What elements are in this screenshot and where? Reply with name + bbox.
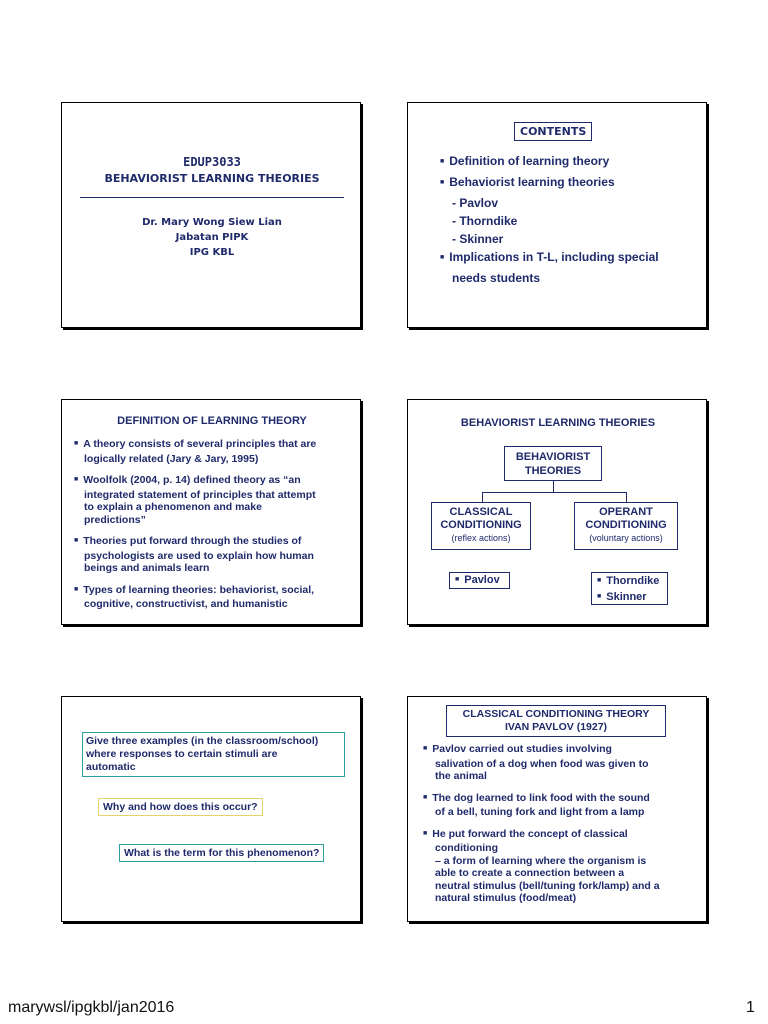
bullet-icon: ■	[597, 577, 602, 584]
department: Jabatan PIPK	[175, 232, 249, 243]
definition-list	[74, 438, 358, 611]
classical-bullet: ■ Pavlov carried out studies involving salivation of a dog when food was given to the animal	[423, 743, 649, 782]
question-term-box: What is the term for this phenomenon?	[119, 844, 324, 862]
title-divider	[80, 197, 344, 198]
bullet-icon: ■	[440, 254, 445, 261]
course-code: EDUP3033	[183, 155, 241, 169]
definition-bullet: ■ Theories put forward through the studies of psychologists are used to explain how human beings and animals learn	[74, 535, 314, 574]
contents-heading: CONTENTS	[514, 122, 592, 141]
definition-bullet: ■ A theory consists of several principles that are logically related (Jary & Jary, 1995)	[74, 438, 317, 465]
question-examples-box: Give three examples (in the classroom/school) where responses to certain stimuli are automatic	[82, 732, 345, 777]
slide-6	[407, 696, 707, 922]
bullet-icon: ■	[74, 537, 79, 544]
contents-subitem: - Thorndike	[452, 214, 518, 228]
contents-item: ■ Implications in T-L, including special	[440, 250, 659, 264]
slide-5	[61, 696, 361, 922]
pavlov-node: ■ Pavlov	[449, 572, 510, 589]
bullet-icon: ■	[74, 476, 79, 483]
footer-credit: marywsl/ipgkbl/jan2016	[8, 999, 175, 1016]
slide-1	[61, 102, 361, 328]
bullet-icon: ■	[597, 593, 602, 600]
thorndike-skinner-node: ■ Thorndike ■ Skinner	[591, 572, 668, 605]
author-name: Dr. Mary Wong Siew Lian	[142, 217, 282, 228]
bullet-icon: ■	[74, 585, 79, 593]
definition-bullet: ■ Types of learning theories: behaviorist, social, cognitive, constructivist, and humanistic	[74, 583, 315, 610]
slide-title: BEHAVIORIST LEARNING THEORIES	[104, 172, 320, 185]
classical-title-box: CLASSICAL CONDITIONING THEORY IVAN PAVLOV (1927)	[446, 705, 666, 737]
institution: IPG KBL	[189, 247, 235, 258]
connector-line	[553, 481, 554, 492]
bullet-icon: ■	[440, 158, 445, 165]
definition-heading: DEFINITION OF LEARNING THEORY	[117, 415, 307, 427]
bullet-icon: ■	[440, 179, 445, 186]
slide-4	[407, 399, 707, 625]
contents-item: ■ Definition of learning theory	[440, 154, 610, 168]
classical-list	[423, 743, 705, 905]
bullet-icon: ■	[455, 576, 460, 583]
question-why-box: Why and how does this occur?	[98, 798, 263, 816]
behaviorist-theories-node: BEHAVIORIST THEORIES	[504, 446, 602, 481]
contents-subitem: - Pavlov	[452, 196, 499, 210]
definition-bullet: ■ Woolfolk (2004, p. 14) defined theory as “an integrated statement of principles that attempt to explain a phenomenon and make predictions”	[74, 474, 316, 526]
connector-line	[482, 492, 626, 493]
bullet-icon: ■	[423, 793, 428, 801]
classical-bullet: ■ He put forward the concept of classical conditioning – a form of learning where the organism is able to create a connection between a neutral stimulus (bell/tuning fork/lamp) and a natural stimulus (food/meat)	[423, 827, 660, 904]
bullet-icon: ■	[74, 440, 79, 447]
contents-item-continued: needs students	[452, 271, 541, 285]
connector-line	[626, 492, 627, 502]
bullet-icon: ■	[423, 745, 428, 752]
contents-item: ■ Behaviorist learning theories	[440, 175, 615, 189]
operant-conditioning-node: OPERANT CONDITIONING (voluntary actions)	[574, 502, 678, 550]
classical-conditioning-node: CLASSICAL CONDITIONING (reflex actions)	[431, 502, 531, 550]
page-number: 1	[746, 999, 755, 1016]
slide-3	[61, 399, 361, 625]
behaviorist-heading: BEHAVIORIST LEARNING THEORIES	[460, 417, 656, 429]
contents-subitem: - Skinner	[452, 232, 504, 246]
classical-bullet: ■ The dog learned to link food with the sound of a bell, tuning fork and light from a lamp	[423, 791, 650, 818]
slide-2	[407, 102, 707, 328]
connector-line	[482, 492, 483, 502]
bullet-icon: ■	[423, 829, 428, 837]
contents-list	[440, 152, 659, 287]
